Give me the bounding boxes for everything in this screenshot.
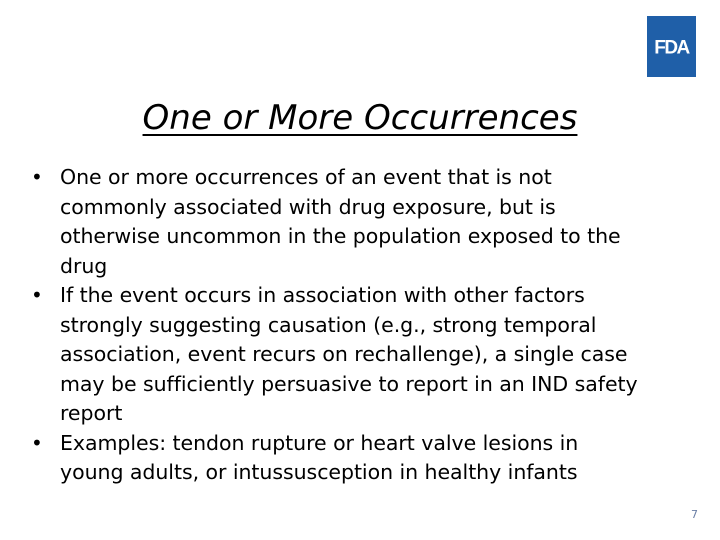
page-number: 7	[691, 508, 698, 521]
bullet-line: young adults, or intussusception in healthy infants	[60, 460, 578, 484]
bullet-text	[60, 163, 621, 281]
bullet-line: commonly associated with drug exposure, but is	[60, 194, 556, 219]
bullet-line: may be sufficiently persuasive to report in an IND safety	[60, 371, 638, 396]
bullet-line: report	[60, 401, 123, 425]
bullet-marker: •	[31, 283, 43, 307]
fda-logo-icon	[647, 16, 696, 77]
page-title: One or More Occurrences	[142, 98, 578, 138]
fda-logo-mark	[651, 36, 692, 58]
bullet-text	[60, 281, 638, 429]
bullet-line: strongly suggesting causation (e.g., strong temporal	[60, 312, 597, 337]
bullet-line: Examples: tendon rupture or heart valve lesions in	[60, 430, 579, 455]
bullet-item	[24, 281, 714, 429]
bullet-list	[24, 163, 714, 488]
bullet-line: otherwise uncommon in the population exposed to the	[60, 224, 621, 248]
bullet-line: If the event occurs in association with other factors	[60, 283, 585, 307]
bullet-item	[24, 163, 714, 281]
bullet-text	[60, 429, 578, 488]
fda-logo-text: FDA	[654, 37, 689, 58]
bullet-line: association, event recurs on rechallenge), a single case	[60, 342, 628, 366]
bullet-line: drug	[60, 253, 108, 278]
bullet-marker: •	[31, 165, 43, 189]
bullet-item	[24, 429, 714, 488]
bullet-marker: •	[31, 430, 43, 455]
bullet-line: One or more occurrences of an event that is not	[60, 165, 552, 189]
